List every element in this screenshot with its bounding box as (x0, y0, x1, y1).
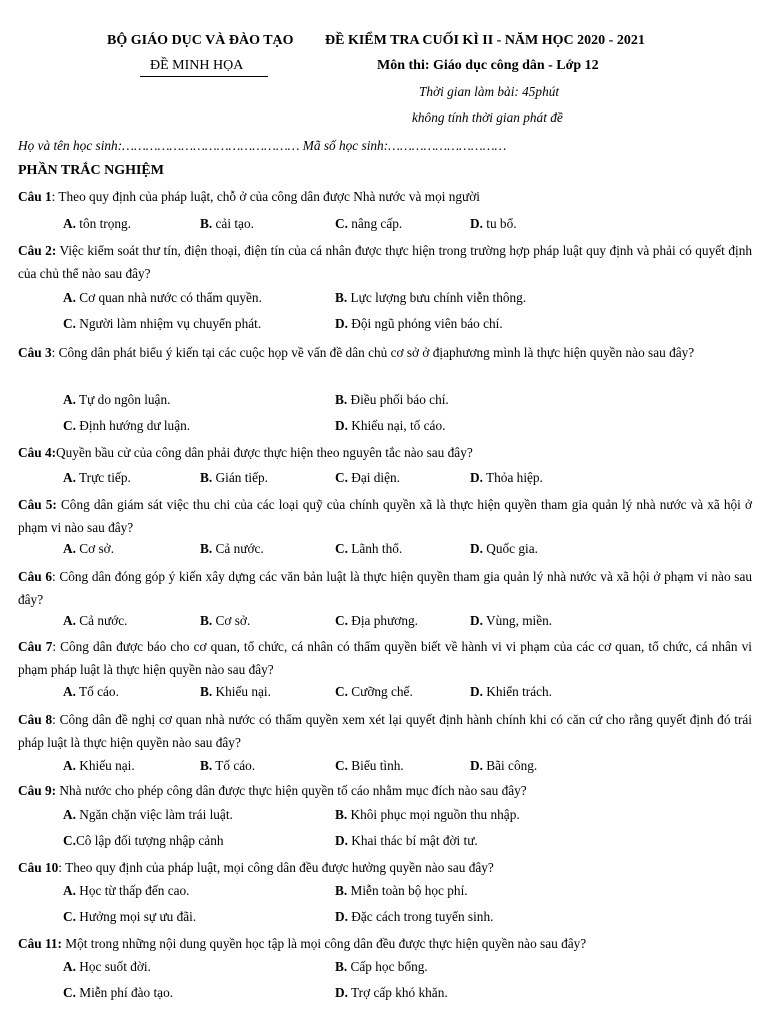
option-c: C.Cô lập đối tượng nhập cảnh (63, 833, 224, 848)
option-a: A. Tự do ngôn luận. (63, 392, 171, 407)
duration-line: Thời gian làm bài: 45phút (419, 84, 560, 99)
option-b: B. Lực lượng bưu chính viễn thông. (335, 290, 527, 305)
duration-note: không tính thời gian phát đề (412, 110, 563, 125)
question-6: Câu 6: Công dân đóng góp ý kiến xây dựng các văn bản luật là thực hiện quyền tham gia quản lý nhà nước và xã hội ở phạm vi nào sau đây? (18, 569, 752, 607)
option-a: A. Trực tiếp. (63, 470, 131, 485)
question-text: Theo quy định của pháp luật, chỗ ở của công dân được Nhà nước và mọi người (55, 189, 480, 204)
option-b: B. Khôi phục mọi nguồn thu nhập. (335, 807, 520, 822)
option-c: C. Lãnh thổ. (335, 541, 403, 556)
option-c: C. Cưỡng chế. (335, 684, 413, 699)
question-3: Câu 3: Công dân phát biểu ý kiến tại các cuộc họp về vấn đề dân chủ cơ sở ở địaphương mình là thực hiện quyền nào sau đây? (18, 345, 695, 360)
question-5: Câu 5: Công dân giám sát việc thu chi của các loại quỹ của chính quyền xã là thực hiện quyền tham gia quản lý nhà nước và xã hội ở phạm vi nào sau đây? (18, 497, 753, 535)
option-d: D. Vùng, miền. (470, 613, 553, 628)
option-a: A. Học suốt đời. (63, 959, 151, 974)
option-b: B. Điều phối báo chí. (335, 392, 449, 407)
option-a: A. Tố cáo. (63, 684, 119, 699)
option-c: C. Biểu tình. (335, 758, 404, 773)
question-11: Câu 11: Một trong những nội dung quyền học tập là mọi công dân đều được thực hiện quyền nào sau đây? (18, 936, 587, 951)
option-a: A. Ngăn chặn việc làm trái luật. (63, 807, 233, 822)
option-a: A. Cơ quan nhà nước có thẩm quyền. (63, 290, 262, 305)
option-d: D. Khiếu nại, tố cáo. (335, 418, 446, 433)
question-7: Câu 7: Công dân được báo cho cơ quan, tổ chức, cá nhân có thẩm quyền biết về hành vi vi phạm của các cơ quan, tổ chức, cá nhân vi phạm pháp luật là thực hiện quyền nào sau đây? (18, 639, 752, 677)
option-d: D. Trợ cấp khó khăn. (335, 985, 448, 1000)
question-8: Câu 8: Công dân đề nghị cơ quan nhà nước có thẩm quyền xem xét lại quyết định hành chính khi có căn cứ cho rằng quyết định đó trái pháp luật là thực hiện quyền nào sau đây? (18, 712, 752, 750)
option-c: C. Người làm nhiệm vụ chuyển phát. (63, 316, 262, 331)
question-4: Câu 4:Quyền bầu cử của công dân phải được thực hiện theo nguyên tắc nào sau đây? (18, 445, 473, 460)
option-c: C. Hưởng mọi sự ưu đãi. (63, 909, 197, 924)
option-d: D. Khai thác bí mật đời tư. (335, 833, 478, 848)
question-2: Câu 2: Việc kiểm soát thư tín, điện thoại, điện tín của cá nhân được thực hiện trong trường hợp pháp luật quy định và phải có quyết định của chủ thể nào sau đây? (18, 243, 752, 281)
question-1 (18, 186, 752, 209)
option-b: B. Miễn toàn bộ học phí. (335, 883, 468, 898)
option-c: C. Đại diện. (335, 470, 401, 485)
option-a: A. tôn trọng. (63, 216, 131, 231)
option-c: C. Miễn phí đào tạo. (63, 985, 174, 1000)
option-b: B. cải tạo. (200, 216, 254, 231)
option-d: D. tu bổ. (470, 216, 517, 231)
option-d: D. Đội ngũ phóng viên báo chí. (335, 316, 503, 331)
option-c: C. nâng cấp. (335, 216, 403, 231)
option-d: D. Khiển trách. (470, 684, 552, 699)
option-c: C. Định hướng dư luận. (63, 418, 191, 433)
option-b: B. Khiếu nại. (200, 684, 271, 699)
question-sep: : (51, 189, 56, 204)
option-a: A. Cơ sở. (63, 541, 115, 556)
exam-title: ĐỀ KIỂM TRA CUỐI KÌ II - NĂM HỌC 2020 - 2021 (325, 33, 645, 48)
option-c: C. Địa phương. (335, 613, 418, 628)
question-label: Câu 1 (18, 189, 52, 204)
option-a: A. Khiếu nại. (63, 758, 135, 773)
header-divider (140, 76, 268, 77)
ministry-name: BỘ GIÁO DỤC VÀ ĐÀO TẠO (107, 33, 294, 48)
option-b: B. Cơ sở. (200, 613, 251, 628)
option-d: D. Bãi công. (470, 758, 538, 773)
option-b: B. Cả nước. (200, 541, 264, 556)
draft-label: ĐỀ MINH HỌA (150, 58, 244, 73)
option-a: A. Học từ thấp đến cao. (63, 883, 190, 898)
subject-line: Môn thi: Giáo dục công dân - Lớp 12 (377, 58, 599, 73)
question-10: Câu 10: Theo quy định của pháp luật, mọi công dân đều được hưởng quyền nào sau đây? (18, 860, 494, 875)
option-b: B. Cấp học bổng. (335, 959, 428, 974)
option-d: D. Đặc cách trong tuyển sinh. (335, 909, 494, 924)
option-b: B. Gián tiếp. (200, 470, 268, 485)
question-9: Câu 9: Nhà nước cho phép công dân được thực hiện quyền tố cáo nhằm mục đích nào sau đây? (18, 783, 527, 798)
option-a: A. Cả nước. (63, 613, 128, 628)
option-d: D. Quốc gia. (470, 541, 538, 556)
option-d: D. Thỏa hiệp. (470, 470, 543, 485)
option-b: B. Tố cáo. (200, 758, 256, 773)
student-info-line: Họ và tên học sinh:……………………………………… Mã số học sinh:………………………… (18, 138, 507, 153)
section-title: PHẦN TRẮC NGHIỆM (18, 163, 164, 178)
